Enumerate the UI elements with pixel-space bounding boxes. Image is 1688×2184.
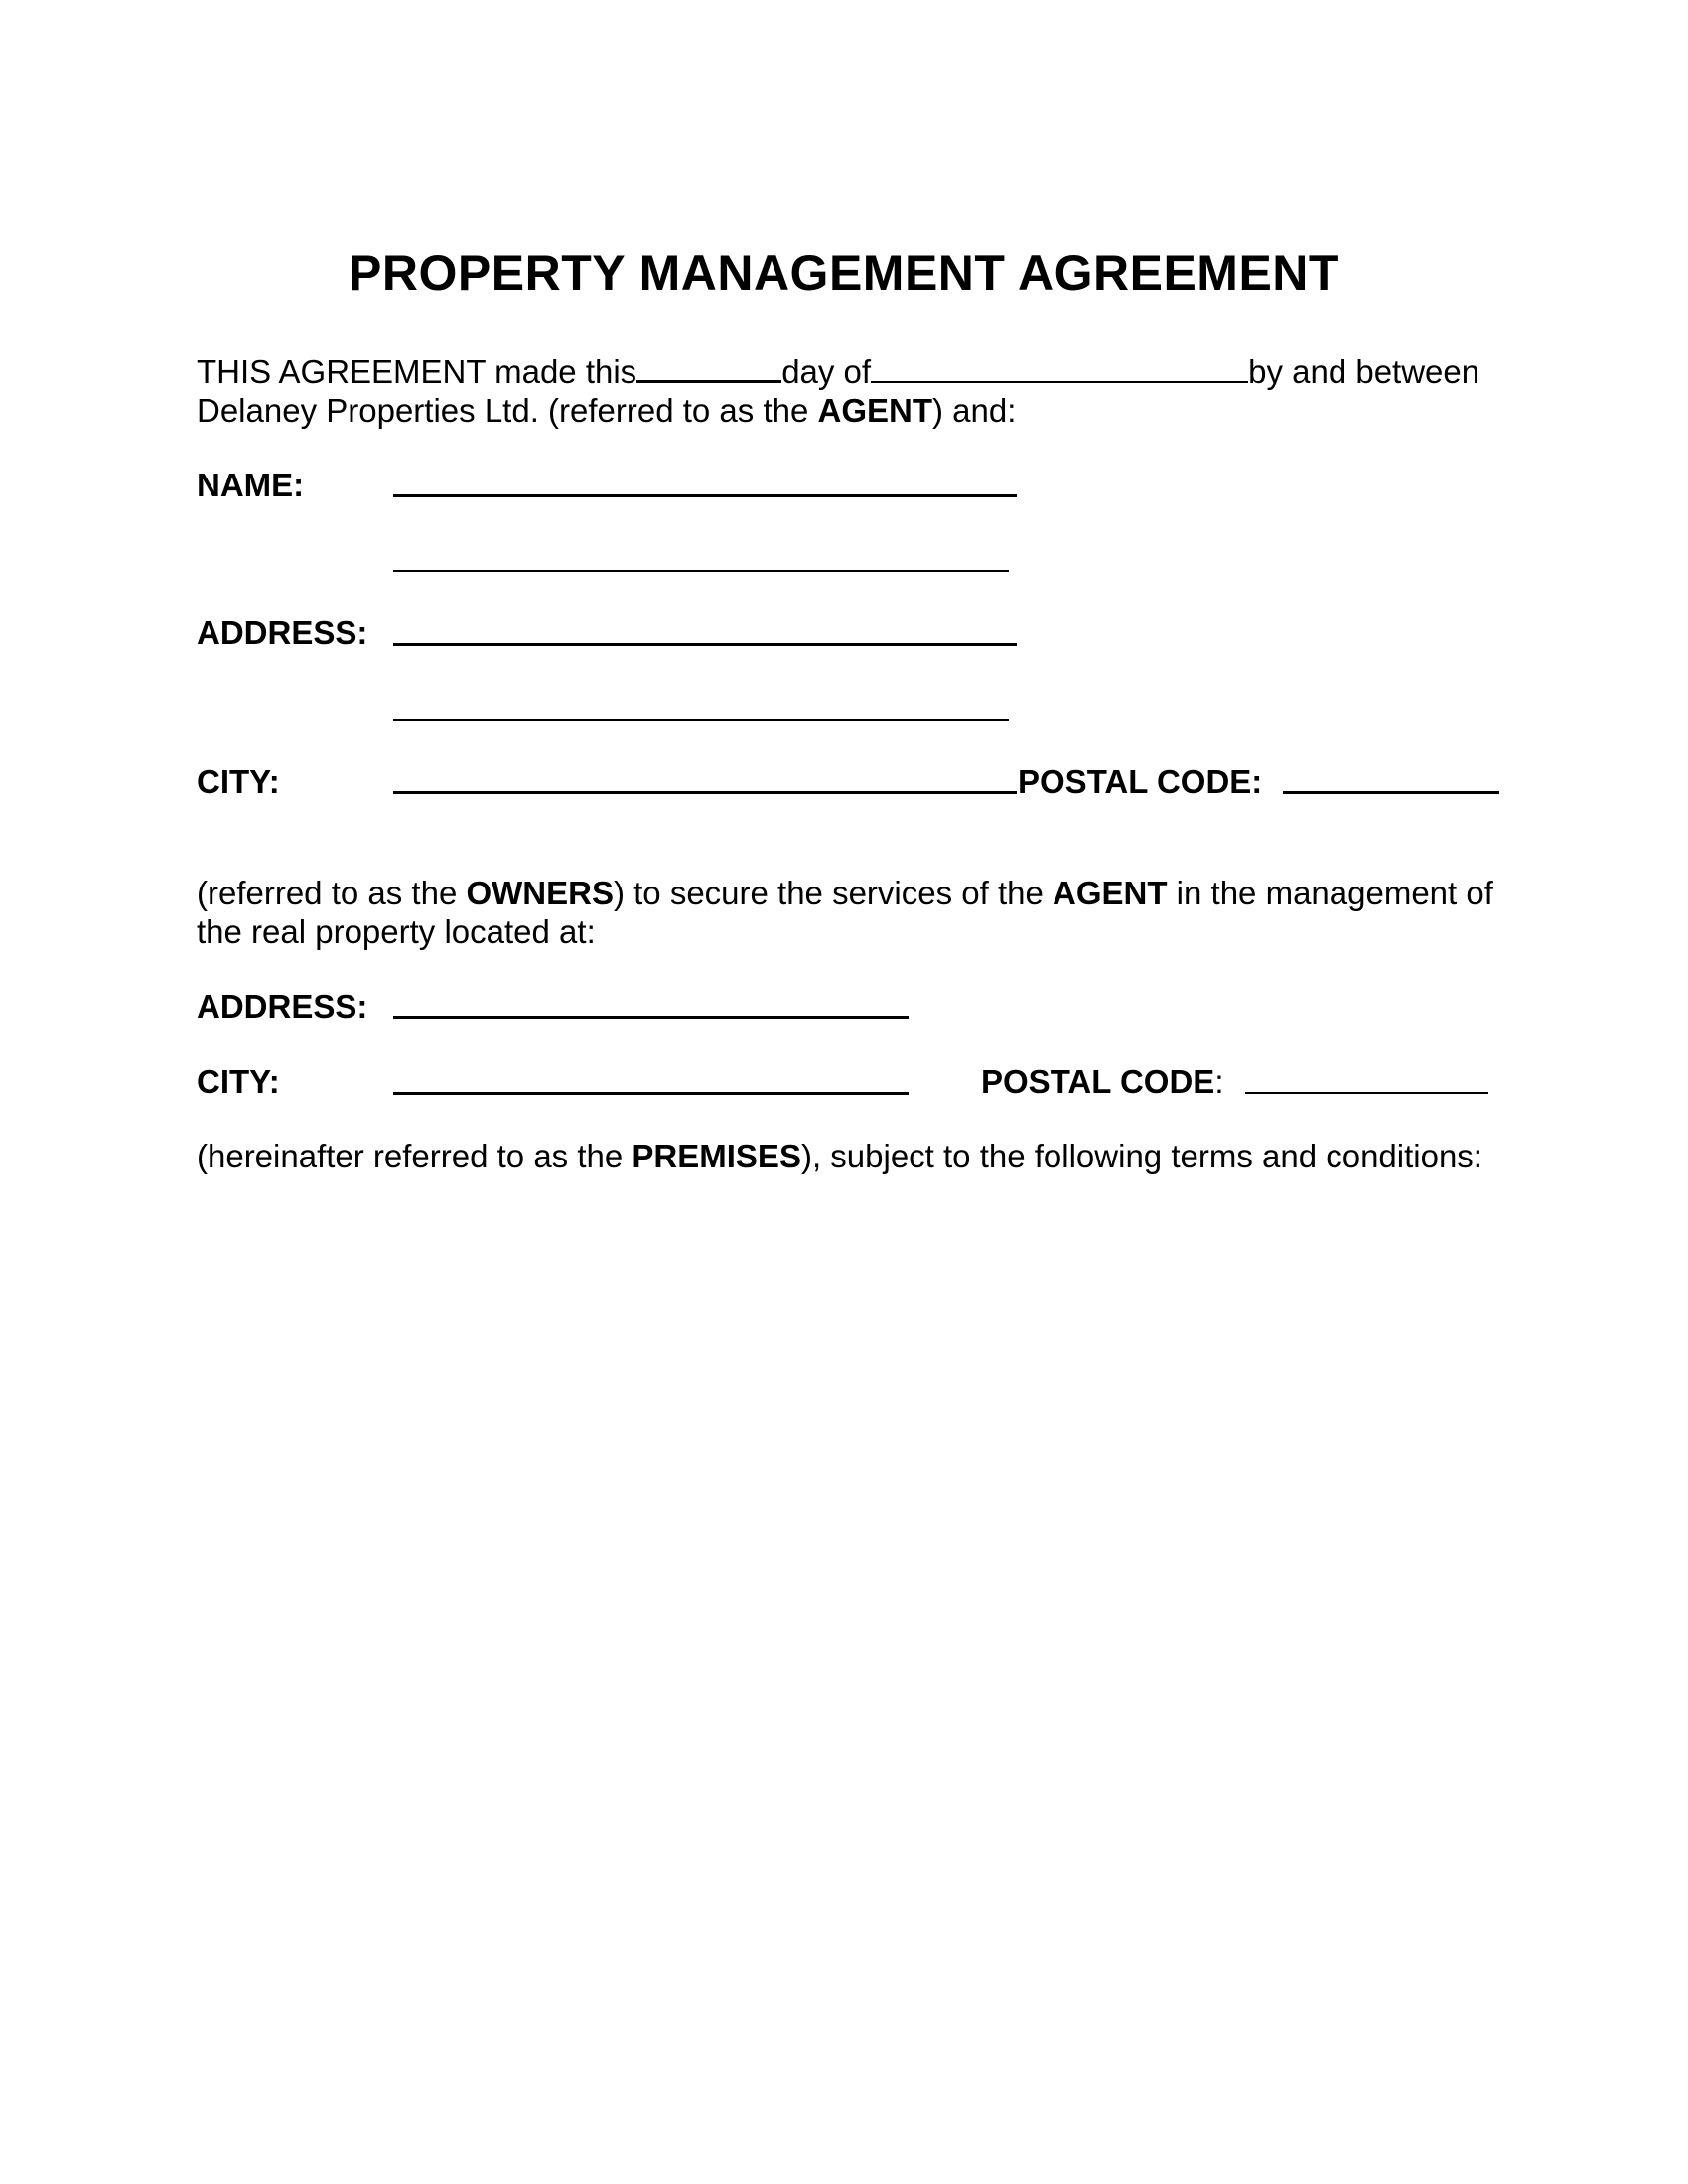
premises-city-label: CITY: [197,1063,280,1100]
premises-postal-code-line[interactable] [1245,1092,1488,1094]
owners-text-suffix: in the management of [1167,875,1493,911]
owner-name-label: NAME: [197,467,305,503]
premises-address-label: ADDRESS: [197,988,368,1024]
premises-city-line[interactable] [393,1092,909,1095]
day-blank[interactable] [636,354,781,383]
owner-name-line-1[interactable] [393,494,1017,497]
document-title: PROPERTY MANAGEMENT AGREEMENT [349,245,1339,301]
owners-text-prefix: (referred to as the [197,875,467,911]
month-blank[interactable] [871,355,1248,383]
owners-term: OWNERS [466,875,614,911]
premises-text-suffix: ), subject to the following terms and conditions: [800,1138,1482,1174]
owner-address-line-1[interactable] [393,643,1017,646]
intro-line-1 [197,352,1479,391]
intro-text-day-of: day of [781,353,872,390]
owner-city-label: CITY: [197,763,280,800]
premises-term: PREMISES [632,1138,801,1174]
agent-intro-suffix: ) and: [932,392,1017,429]
intro-text-made-this: THIS AGREEMENT made this [197,353,637,390]
owner-city-line[interactable] [393,791,1017,794]
owner-name-line-2[interactable] [393,570,1009,572]
owner-address-line-2[interactable] [393,719,1009,721]
agent-term-2: AGENT [1053,875,1168,911]
premises-text-prefix: (hereinafter referred to as the [197,1138,633,1174]
agent-intro-prefix: Delaney Properties Ltd. (referred to as the [197,392,818,429]
owner-address-label: ADDRESS: [197,614,368,651]
owner-postal-code-line[interactable] [1283,791,1499,794]
agent-term: AGENT [817,392,932,429]
premises-postal-code-colon: : [1214,1063,1224,1100]
owners-paragraph-line-2: the real property located at: [197,913,596,950]
premises-address-line[interactable] [393,1016,909,1019]
owners-text-middle: ) to secure the services of the [613,875,1054,911]
owners-paragraph-line-1 [197,874,1493,912]
premises-postal-code-text: POSTAL CODE [981,1063,1215,1100]
premises-postal-code-label [981,1062,1223,1101]
premises-paragraph [197,1137,1482,1175]
owner-postal-code-label: POSTAL CODE: [1018,763,1263,800]
intro-line-2 [197,391,1016,430]
intro-text-by-and-between: by and between [1248,353,1480,390]
